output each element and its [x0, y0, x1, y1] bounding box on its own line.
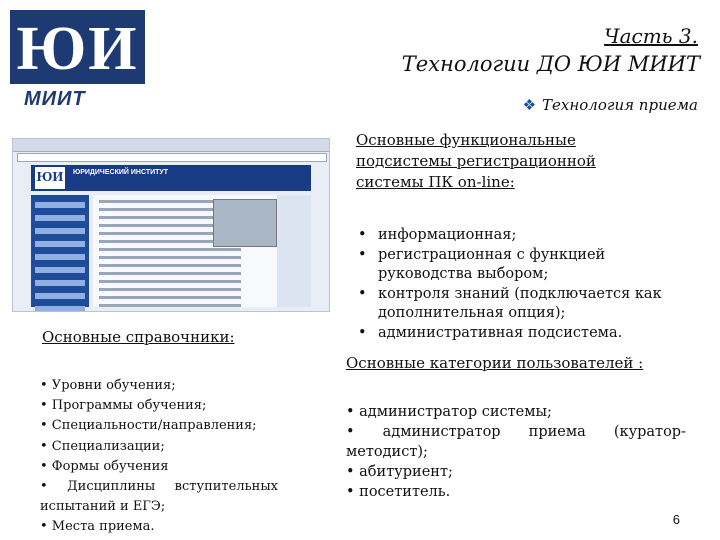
subtitle [523, 96, 698, 114]
logo [10, 10, 145, 118]
list-item: • абитуриент; [346, 464, 453, 480]
list-item: • Специализации; [40, 438, 165, 454]
site-menu [31, 195, 89, 307]
list-item: методист); [346, 444, 428, 460]
part-title: Часть 3. [604, 24, 698, 48]
list-item: • контроля знаний (подключается как дополнительная опция); [356, 285, 696, 324]
browser-toolbar [13, 139, 329, 152]
browser-address-bar [17, 153, 327, 162]
logo-wordmark: МИИТ [24, 88, 86, 110]
list-item: • Формы обучения [40, 458, 169, 474]
site-logo: ЮИ [35, 167, 65, 189]
list-item: • информационная; [356, 226, 696, 246]
references-heading: Основные справочники: [42, 328, 235, 346]
list-item: • Дисциплины вступительных [40, 479, 278, 495]
references-list [40, 376, 278, 538]
subsystems-list [356, 226, 696, 344]
page-title: Технологии ДО ЮИ МИИТ [401, 52, 700, 76]
logo-letters: ЮИ [16, 15, 139, 83]
list-item: • администратор системы; [346, 404, 552, 420]
page-number: 6 [672, 512, 680, 527]
site-title: ЮРИДИЧЕСКИЙ ИНСТИТУТ [73, 169, 169, 176]
list-item: • администратор приема (куратор- [346, 424, 686, 440]
list-item: • посетитель. [346, 484, 451, 500]
list-item: • Специальности/направления; [40, 418, 257, 434]
subtitle-text: Технология приема [542, 96, 698, 114]
list-item: • Уровни обучения; [40, 378, 176, 393]
list-item: • регистрационная с функцией руководства выбором; [356, 246, 648, 285]
website-screenshot [12, 138, 330, 312]
list-item: • Места приема. [40, 519, 155, 535]
list-item: • административная подсистема. [356, 324, 696, 344]
site-photo [213, 199, 277, 247]
site-sidebar [277, 195, 311, 307]
list-item: испытаний и ЕГЭ; [40, 499, 166, 515]
list-item: • Программы обучения; [40, 398, 207, 414]
diamond-bullet-icon: ❖ [522, 96, 537, 114]
subsystems-heading: Основные функциональные подсистемы регистрационной системы ПК on-line: [356, 131, 596, 191]
categories-list [346, 402, 686, 502]
categories-heading: Основные категории пользователей : [346, 354, 644, 372]
